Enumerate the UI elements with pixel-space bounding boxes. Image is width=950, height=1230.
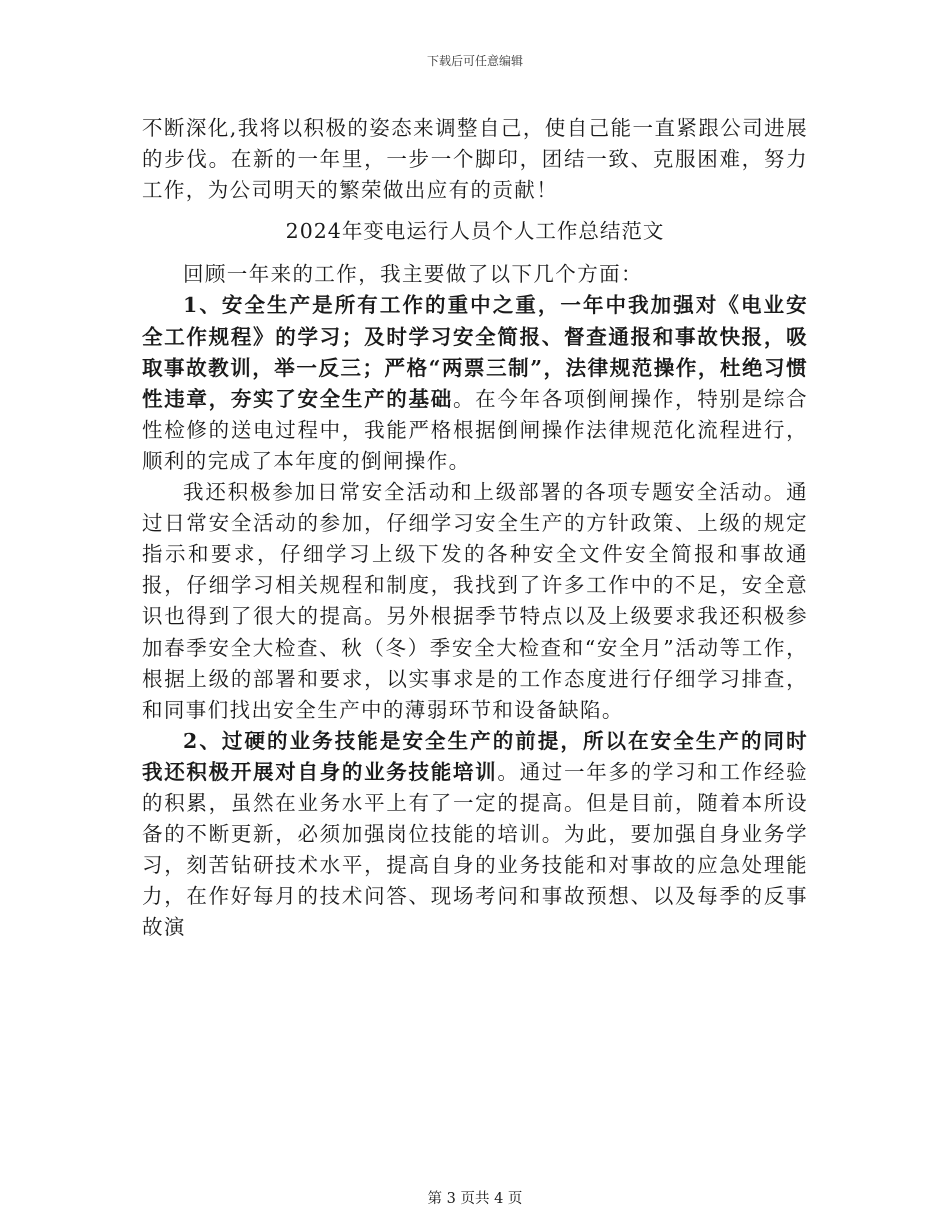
continuation-paragraph: 不断深化,我将以积极的姿态来调整自己，使自己能一直紧跟公司进展的步伐。在新的一年里，一步一个脚印，团结一致、克服困难，努力工作，为公司明天的繁荣做出应有的贡献！: [142, 116, 808, 203]
section-2-heading: 2、过硬的业务技能是安全生产的前提，所以在安全生产的同时我还积极开展对自身的业务技能培训: [142, 728, 808, 784]
section-1-text: 。在今年各项倒闸操作，特别是综合性检修的送电过程中，我能严格根据倒闸操作法律规范化流程进行，顺利的完成了本年度的倒闸操作。: [142, 386, 808, 473]
intro-paragraph: 回顾一年来的工作，我主要做了以下几个方面：: [183, 262, 643, 287]
header-note: 下载后可任意编辑: [426, 54, 523, 68]
safety-activities-paragraph: 我还积极参加日常安全活动和上级部署的各项专题安全活动。通过日常安全活动的参加，仔细学习安全生产的方针政策、上级的规定指示和要求，仔细学习上级下发的各种安全文件安全简报和事故通报，仔细学习相关规程和制度，我找到了许多工作中的不足，安全意识也得到了很大的提高。另外根据季节特点以及上级要求我还积极参加春季安全大检查、秋（冬）季安全大检查和“安全月”活动等工作，根据上级的部署和要求，以实事求是的工作态度进行仔细学习排查，和同事们找出安全生产中的薄弱环节和设备缺陷。: [142, 480, 808, 722]
section-2-paragraph: [142, 726, 808, 944]
page-number: 第 3 页共 4 页: [427, 1191, 523, 1207]
document-body: [142, 113, 808, 943]
section-1-heading: 1、安全生产是所有工作的重中之重，一年中我加强对《电业安全工作规程》的学习；及时学习安全简报、督查通报和事故快报，吸取事故教训，举一反三；严格“两票三制”，法律规范操作，杜绝习惯性违章，夯实了安全生产的基础: [142, 293, 808, 411]
section-1-paragraph: [142, 290, 808, 477]
section-2-text: 。通过一年多的学习和工作经验的积累，虽然在业务水平上有了一定的提高。但是目前，随着本所设备的不断更新，必须加强岗位技能的培训。为此，要加强自身业务学习，刻苦钻研技术水平，提高自身的业务技能和对事故的应急处理能力，在作好每月的技术问答、现场考问和事故预想、以及每季的反事故演: [142, 759, 808, 940]
document-title: 2024年变电运行人员个人工作总结范文: [285, 219, 665, 244]
